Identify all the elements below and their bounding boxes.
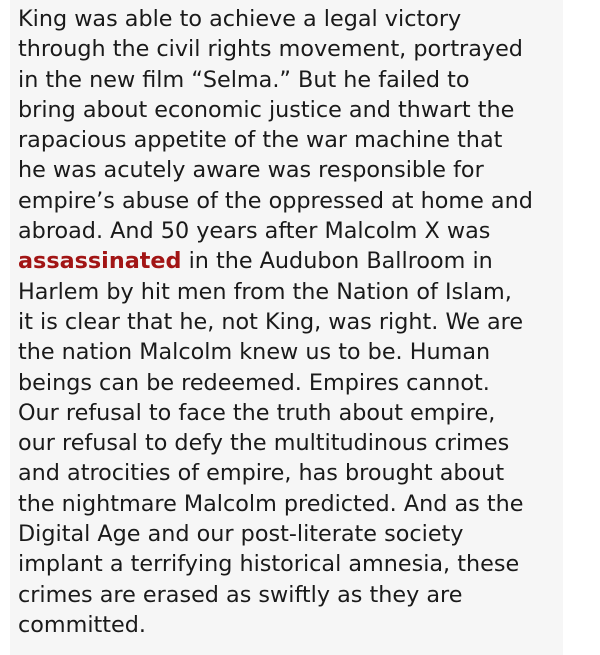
text-line: implant a terrifying historical amnesia, these [18, 551, 520, 578]
text-line: committed. [18, 611, 146, 638]
text-line: and atrocities of empire, has brought about [18, 460, 505, 487]
text-line: abroad. And 50 years after Malcolm X was [18, 218, 491, 245]
text-line: Our refusal to face the truth about empire, [18, 399, 496, 426]
text-line: King was able to achieve a legal victory [18, 6, 462, 32]
text-line: the nightmare Malcolm predicted. And as the [18, 490, 524, 517]
text-line: bring about economic justice and thwart the [18, 96, 515, 123]
assassinated-link[interactable]: assassinated [18, 248, 182, 275]
text-line: empire’s abuse of the oppressed at home and [18, 187, 533, 214]
text-line: it is clear that he, not King, was right. We are [18, 308, 524, 335]
article-panel [10, 0, 563, 655]
text-line: beings can be redeemed. Empires cannot. [18, 369, 490, 396]
text-line: Harlem by hit men from the Nation of Islam, [18, 278, 512, 305]
text-line: our refusal to defy the multitudinous crimes [18, 430, 510, 457]
text-line: the nation Malcolm knew us to be. Human [18, 339, 491, 366]
article-paragraph [18, 4, 557, 640]
text-line: in the new film “Selma.” But he failed to [18, 66, 470, 93]
text-line-rest: in the Audubon Ballroom in [181, 248, 493, 275]
text-line: Digital Age and our post-literate society [18, 521, 464, 548]
text-line: through the civil rights movement, portrayed [18, 36, 523, 63]
text-line: crimes are erased as swiftly as they are [18, 581, 463, 608]
text-line: rapacious appetite of the war machine that [18, 127, 503, 154]
text-line: he was acutely aware was responsible for [18, 157, 484, 184]
text-line-with-link [18, 246, 557, 276]
